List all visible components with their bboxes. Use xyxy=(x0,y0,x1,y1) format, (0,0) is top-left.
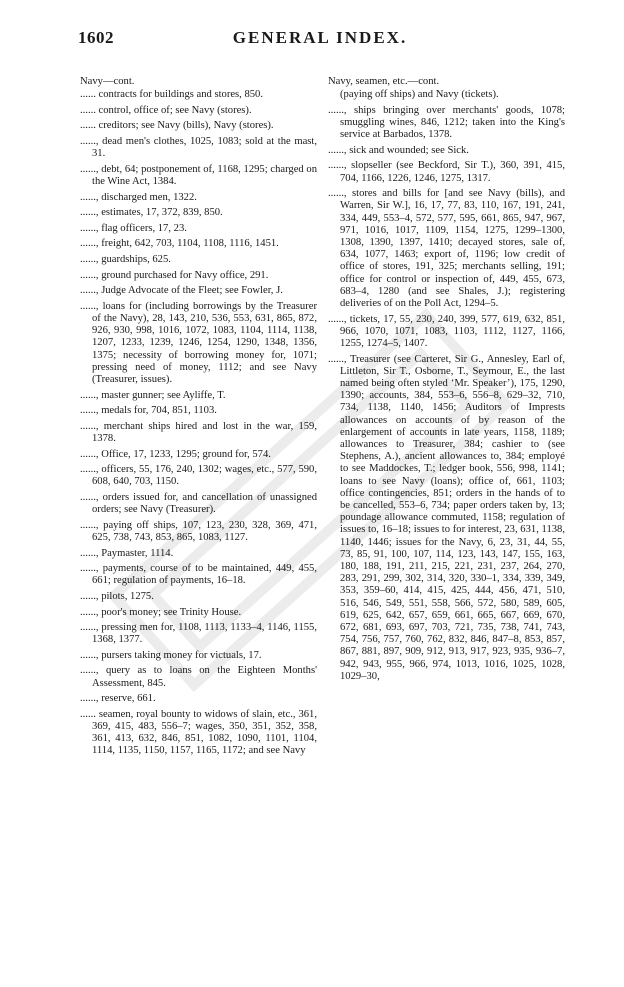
index-entry: ...... contracts for buildings and stores, 850. xyxy=(80,89,264,101)
index-entry: ......, poor's money; see Trinity House. xyxy=(80,606,242,618)
index-entry: ......, sick and wounded; see Sick. xyxy=(328,144,469,156)
page-number: 1602 xyxy=(78,28,114,47)
index-entry: ......, estimates, 17, 372, 839, 850. xyxy=(80,207,223,219)
index-entry: ......, slopseller (see Beckford, Sir T.), 360, 391, 415, 704, 1166, 1226, 1246, 1275, 1317. xyxy=(328,160,565,184)
index-entry: ......, freight, 642, 703, 1104, 1108, 1116, 1451. xyxy=(80,238,279,250)
index-entry: ......, ground purchased for Navy office, 291. xyxy=(80,269,269,281)
index-entry: ......, pressing men for, 1108, 1113, 1133–4, 1146, 1155, 1368, 1377. xyxy=(80,622,317,646)
index-entry: ......, guardships, 625. xyxy=(80,253,171,265)
index-entry: ......, discharged men, 1322. xyxy=(80,191,197,203)
index-entry: ......, reserve, 661. xyxy=(80,693,156,705)
right-entry-list xyxy=(328,105,565,683)
index-entry: ......, stores and bills for [and see Navy (bills), and Warren, Sir W.], 16, 17, 77, 83, 110, 167, 191, 241, 334, 449, 553–4, 572, 577, 595, 661, 865, 947, 967, 971, 1016, 1017, 1109, 1154, 1275, 1299–1300, 1308, 1390, 1397, 1410; decayed stores, sale of, 634, 1077, 1463; export of, 1196; low credit of office of stores, 191, 325; merchants selling, 191; office for control or inspection of, 449, 455, 673, 683–4, 1280 (and see Shales, J.); registering deliveries of on the Poll Act, 1294–5. xyxy=(328,188,565,310)
index-entry: ......, officers, 55, 176, 240, 1302; wages, etc., 577, 590, 608, 640, 703, 1150. xyxy=(80,464,317,488)
index-entry: ......, debt, 64; postponement of, 1168, 1295; charged on the Wine Act, 1384. xyxy=(80,163,317,187)
right-column-heading: Navy, seamen, etc.—cont. xyxy=(328,76,440,87)
page-header xyxy=(78,28,562,50)
page-title: GENERAL INDEX. xyxy=(232,28,408,47)
index-entry: ......, payments, course of to be maintained, 449, 455, 661; regulation of payments, 16–18. xyxy=(80,563,317,587)
index-entry: ......, master gunner; see Ayliffe, T. xyxy=(80,389,226,401)
index-columns xyxy=(80,76,564,956)
index-entry: ......, Office, 17, 1233, 1295; ground for, 574. xyxy=(80,448,271,460)
index-entry: ......, merchant ships hired and lost in the war, 159, 1378. xyxy=(80,420,317,444)
index-entry: ......, pilots, 1275. xyxy=(80,590,154,602)
right-column xyxy=(328,76,565,686)
index-entry: ...... seamen, royal bounty to widows of slain, etc., 361, 369, 415, 483, 556–7; wages, 350, 351, 352, 358, 361, 413, 632, 846, 851, 1082, 1090, 1101, 1104, 1114, 1135, 1150, 1157, 1165, 1172; and see Navy xyxy=(80,708,317,757)
index-entry: ......, dead men's clothes, 1025, 1083; sold at the mast, 31. xyxy=(80,135,317,160)
left-column xyxy=(80,76,317,761)
index-entry: ......, tickets, 17, 55, 230, 240, 399, 577, 619, 632, 851, 966, 1070, 1071, 1083, 1103, 1112, 1127, 1166, 1255, 1274–5, 1407. xyxy=(328,313,565,350)
index-entry: ......, Treasurer (see Carteret, Sir G., Annesley, Earl of, Littleton, Sir T., Osborne, T., Seymour, E., the last named being often styled ‘Mr. Speaker’), 175, 1290, 1390; accounts, 384, 553–6, 556–8, 629–32, 710, 734, 1138, 1140, 1456; Auditors of Imprests allowances on accounts of by reason of the enlargement of accounts in late years, 1158, 1189; allowances to Treasurer, 384; cashier to (see Stephens, A.), ancient allowances to, 384; employé to see Maddockes, T.; ledger book, 556, 998, 1141; loans to see Navy (loans); office of, 661, 1103; office contingencies, 851; orders in the hands of to be cancelled, 553–6, 734; paper orders taken by, 13; poundage allowance commuted, 1158; regulation of issues to, 16–18; issues to for interest, 23, 631, 1138, 1140, 1446; issues for the Navy, 6, 23, 31, 44, 55, 73, 85, 91, 100, 107, 114, 123, 143, 147, 155, 163, 180, 188, 191, 211, 215, 221, 231, 237, 264, 270, 283, 291, 299, 302, 314, 320, 330–1, 334, 339, 349, 353, 359–60, 414, 415, 425, 444, 456, 471, 510, 516, 546, 549, 551, 558, 566, 572, 580, 589, 605, 619, 625, 642, 657, 659, 661, 665, 667, 669, 670, 672, 681, 693, 697, 703, 721, 735, 738, 741, 743, 754, 756, 757, 760, 762, 832, 846, 847–8, 853, 857, 867, 881, 897, 909, 912, 913, 917, 923, 935, 936–7, 942, 943, 955, 966, 974, 1013, 1016, 1025, 1028, 1029–30, xyxy=(328,353,565,682)
index-entry: ......, medals for, 704, 851, 1103. xyxy=(80,405,217,417)
index-entry: ...... creditors; see Navy (bills), Navy (stores). xyxy=(80,120,274,132)
index-entry: ......, paying off ships, 107, 123, 230, 328, 369, 471, 625, 738, 743, 853, 865, 1083, 1127. xyxy=(80,519,317,543)
index-entry: ......, ships bringing over merchants' goods, 1078; smuggling wines, 846, 1212; taken into the King's service at Barbados, 1378. xyxy=(328,104,565,141)
index-entry: ......, loans for (including borrowings by the Treasurer of the Navy), 28, 143, 210, 536, 553, 631, 865, 872, 926, 930, 998, 1016, 1072, 1083, 1104, 1114, 1138, 1207, 1233, 1239, 1246, 1254, 1290, 1348, 1356, 1375; necessity of borrowing money for, 1071; pressing need of money, 1112; and see Navy (Treasurer, issues). xyxy=(80,300,317,385)
index-entry: ......, query as to loans on the Eighteen Months' Assessment, 845. xyxy=(80,665,317,689)
right-continuation-entry: (paying off ships) and Navy (tickets). xyxy=(340,89,499,101)
index-entry: ......, Judge Advocate of the Fleet; see Fowler, J. xyxy=(80,285,283,297)
index-entry: ......, pursers taking money for victuals, 17. xyxy=(80,649,262,661)
index-entry: ......, Paymaster, 1114. xyxy=(80,547,174,559)
index-entry: ...... control, office of; see Navy (stores). xyxy=(80,104,252,116)
index-entry: ......, flag officers, 17, 23. xyxy=(80,222,187,234)
index-entry: ......, orders issued for, and cancellation of unassigned orders; see Navy (Treasurer). xyxy=(80,491,317,516)
left-column-heading: Navy—cont. xyxy=(80,76,135,87)
left-entry-list xyxy=(80,89,317,757)
